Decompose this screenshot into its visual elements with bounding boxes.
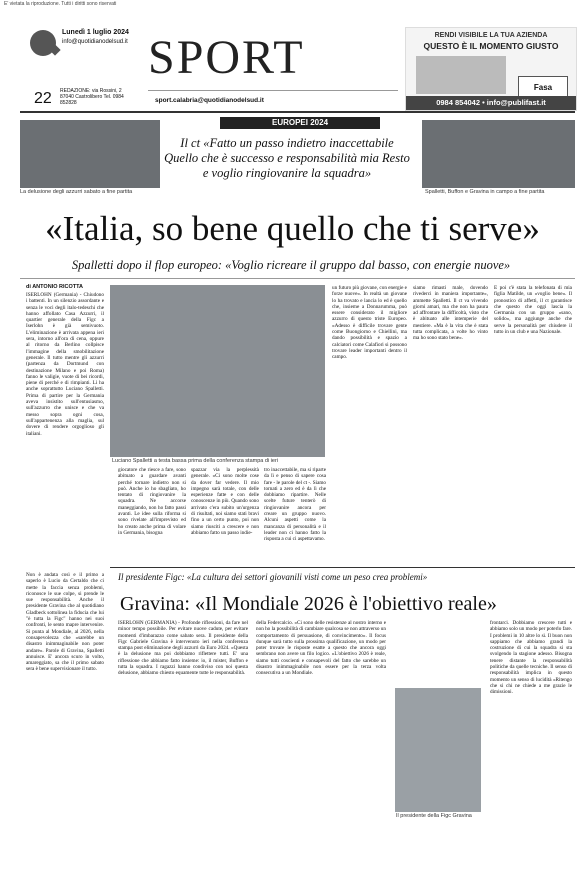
kicker-europei: EUROPEI 2024	[220, 117, 380, 129]
article2-headline: Gravina: «Il Mondiale 2026 è l'obiettivo reale»	[120, 593, 497, 615]
ad-image	[416, 56, 506, 94]
article-column-1: ISERLOHN (Germania) - Chiudono i battenti. In un silenzio assordante e senza le voci degli italo-tedeschi che hanno affollato Casa Azzurri, il quartier generale della Figc a Iserlohn è già semivuoto. L'eliminazione è arrivata appena ieri sera, intorno all'ora di cena, oppure al ritorno da Berlino collpisce l'immagine della smobilitazione generale. Il tutto mentre gli azzurri (partenza da Dortmund con destinazione Milano e poi Roma) fanno le valigie, vuote di bei ricordi, piene di perché e di rimpianti. Lì ha anche soprattutto Luciano Spalletti. Prima di partire per la Germania aveva insistito sull'entusiasmo, sull'azzurro che unisce e che va messo sopra ogni cosa, sull'appartenenza alla maglia, sul dovere di rendere orgoglioso gli italiani.	[26, 292, 104, 437]
photo-caption-right: Spalletti, Buffon e Gravina in campo a fine partita	[425, 189, 545, 195]
ad-line-1: RENDI VISIBILE LA TUA AZIENDA	[434, 32, 548, 39]
gravina-photo	[395, 688, 481, 812]
article-column-6: un futuro più giovane, con energie e forze nuove». In realtà un giovane lo ha trovato e lancia lo ed è quello che, insieme a Donnarumma, può essere considerato il migliore azzurro di questo triste Europeo. «Adesso è difficile trovare gente come Buongiorno e Chiellini, ma dando possibilità e spazio a calciatori come Calafiori si possono trovare leader importanti dentro il campo.	[332, 285, 407, 361]
ad-contact: 0984 854042 • info@publifast.it	[406, 96, 576, 110]
site-email: info@quotidianodelsud.it	[62, 39, 128, 45]
main-headline: «Italia, so bene quello che ti serve»	[45, 209, 540, 248]
article2-column-3: frontarci. Dobbiamo crescere tutti e abbiamo solo un modo per poterlo fare. I problemi in 10 altre lo sì. Il buon non sappiamo che abbiamo grandi la costruzione di cui la squadra si sta svolgendo la stagione adesso. Bisogna tenere distante la responsabilità politiche da quelle tecniche. Il senso di responsabilità implica in questo momento un senso di lucidità «Ritengo che si chi ne chiede a me grazie le dimissioni.	[490, 620, 572, 696]
article-column-8: E poi c'è stata la telefonata di mia figlia Matilde, un «voglio bene». Il pronostico di affetti, il ct garantisce che questo che oggi lascia la Germania con un gruppo «sano, solido», ma aggiunge anche che serve la personalità per chiudere il tutto in un club e una Nazionale.	[494, 285, 572, 336]
article-column-3: giocatore che riesce a fare, sono abituato a guardare avanti perché tornare indietro non si può. Anche io ho sbagliato, ho tentato di ringiovanire la squadra. Ne accorse maneggiando, non ho fatto passi avanti. Le idee sulla riforma si sono rivelate all'imprevisto ed ho creato anche prima di volare in Germania, bisogna	[118, 467, 186, 536]
ad-logo: Fasa	[518, 76, 568, 100]
article2-column-2: della Federcalcio. «Ci sono delle resistenze al nostro interno e non ho la possibilità di cambiare qualcosa se non attraverso un comportamento di persuasione, di convincimento». Il focus dunque sarà tutto sulla prossima qualificazione, un modo per poter trovare le risposte esatte a questo che ancora oggi sembrano non avere un filo logico. «L'obiettivo 2026 è reale, siamo tutti coscienti e consapevoli del fatto che sarebbe un disastro inimmaginabile non essere per la terza volta consecutiva a un Mondiale.	[256, 620, 386, 677]
advertisement	[405, 27, 577, 111]
top-divider	[20, 111, 575, 113]
ad-line-2: QUESTO È IL MOMENTO GIUSTO	[423, 41, 559, 51]
sub-headline: Spalletti dopo il flop europeo: «Voglio ricreare il gruppo dal basso, con energie nuove»	[71, 258, 511, 272]
byline: di ANTONIO RICOTTA	[26, 284, 84, 290]
article2-divider	[110, 567, 575, 568]
newspaper-logo-icon	[30, 30, 56, 56]
deck-quote: Il ct «Fatto un passo indietro inaccettabile Quello che è successo e responsabilità mia Resto e voglio ringiovanire la squadra»	[164, 136, 410, 180]
article-column-7: siamo rimasti male, dovendo rivederci in maniera importante», ammette Spalletti. Il ct va vivendo giorni amari, ma che non ha paura ad affrontare la difficoltà, visto che è abituato alle intemperie del mestiere. «Ma è la vita che è stata tutta complicata, a volte ho vinto ma ho sono stato bene».	[413, 285, 488, 342]
spalletti-photo	[110, 285, 325, 457]
article-column-1b: Non è andata così e il primo a saperlo è Lucio da Certaldo che ci mette la faccia senza problemi, riconosce le sue colpe, si prende le sue responsabilità. Anche il presidente Gravina che al quotidiano Gladbeck sottolinea la fiducia che lui "è tutta la Figc" hanno nei suoi confronti, le sento mapre intervenire. Si punta al Mondiale, al 2026, nella consapevolezza che «sarebbe un disastro inimmaginabile non poter andare». Parole di Gravina, Spalletti annuisce. E' ancora scuro in volto, amareggiato, sa che il primo sabato sera è bene supervisionare il tutto.	[26, 572, 104, 673]
editorial-address: REDAZIONE: via Rossini, 2 87040 Castrolibero Tel. 0984 852828	[60, 88, 124, 106]
spalletti-caption: Luciano Spalletti a testa bassa prima della conferenza stampa di ieri	[112, 458, 279, 464]
article2-column-1: ISERLOHN (GERMANIA) - Profonde riflessioni, da fare nel minor tempo possibile. Per evitare nuove cadute, per evitare momenti d'imbarazzo come sabato sera. Il presidente della Figc Gabriele Gravina è intervenuto ieri nella conferenza stampa post eliminazione degli azzurri da Euro 2024. «Questa è la delusione ma poi dobbiamo riflettere tutti. E' una riflessione che abbiamo fatto insieme: io, il mister, Buffon e tutta la squadra. I ragazzi hanno condiviso con noi questa delusione, abbiamo chiesto equamente tutte le responsabilità.	[118, 620, 248, 677]
section-title: SPORT	[148, 31, 305, 84]
subtitle-rule	[20, 278, 575, 279]
section-email: sport.calabria@quotidianodelsud.it	[155, 97, 264, 104]
photo-caption-left: La delusione degli azzurri sabato a fine partita	[20, 189, 133, 195]
article2-kicker: Il presidente Figc: «La cultura dei settori giovanili visti come un peso crea problemi»	[118, 572, 428, 582]
article-column-4: spazzar via la perplessità generale. «Ci sono molte cose da dover far vedere. Il mio impegno sarà totale, con delle esperienze fatte e con delle conoscenze in più. Quando sono arrivato c'era subito un'urgenza di risultati, noi siamo stati bravi fino a un certo punto, poi non siamo riusciti a crescere e non abbiamo fatto un passo indie-	[191, 467, 259, 536]
page-number: 22	[34, 90, 52, 107]
gravina-caption: Il presidente della Figc Gravina	[396, 813, 472, 819]
header-rule	[148, 90, 398, 91]
issue-date: Lunedì 1 luglio 2024	[62, 29, 129, 36]
copyright-note: E' vietata la riproduzione. Tutti i diritti sono riservati	[4, 1, 117, 7]
coaches-photo	[422, 120, 575, 188]
players-photo	[20, 120, 160, 188]
article-column-5: tro inaccettabile, ma si riparte da lì e penso di sapere cosa fare - le parole del ct -. Siamo tornati a zero ed è da lì che dobbiamo ripartire. Nelle scelte future tenterò di ringiovanire ancora per creare un gruppo nuovo. Alcuni aspetti come la mancanza di personalità e il leader non ci hanno fatto la risposta a cui ci aspettavamo.	[264, 467, 326, 543]
